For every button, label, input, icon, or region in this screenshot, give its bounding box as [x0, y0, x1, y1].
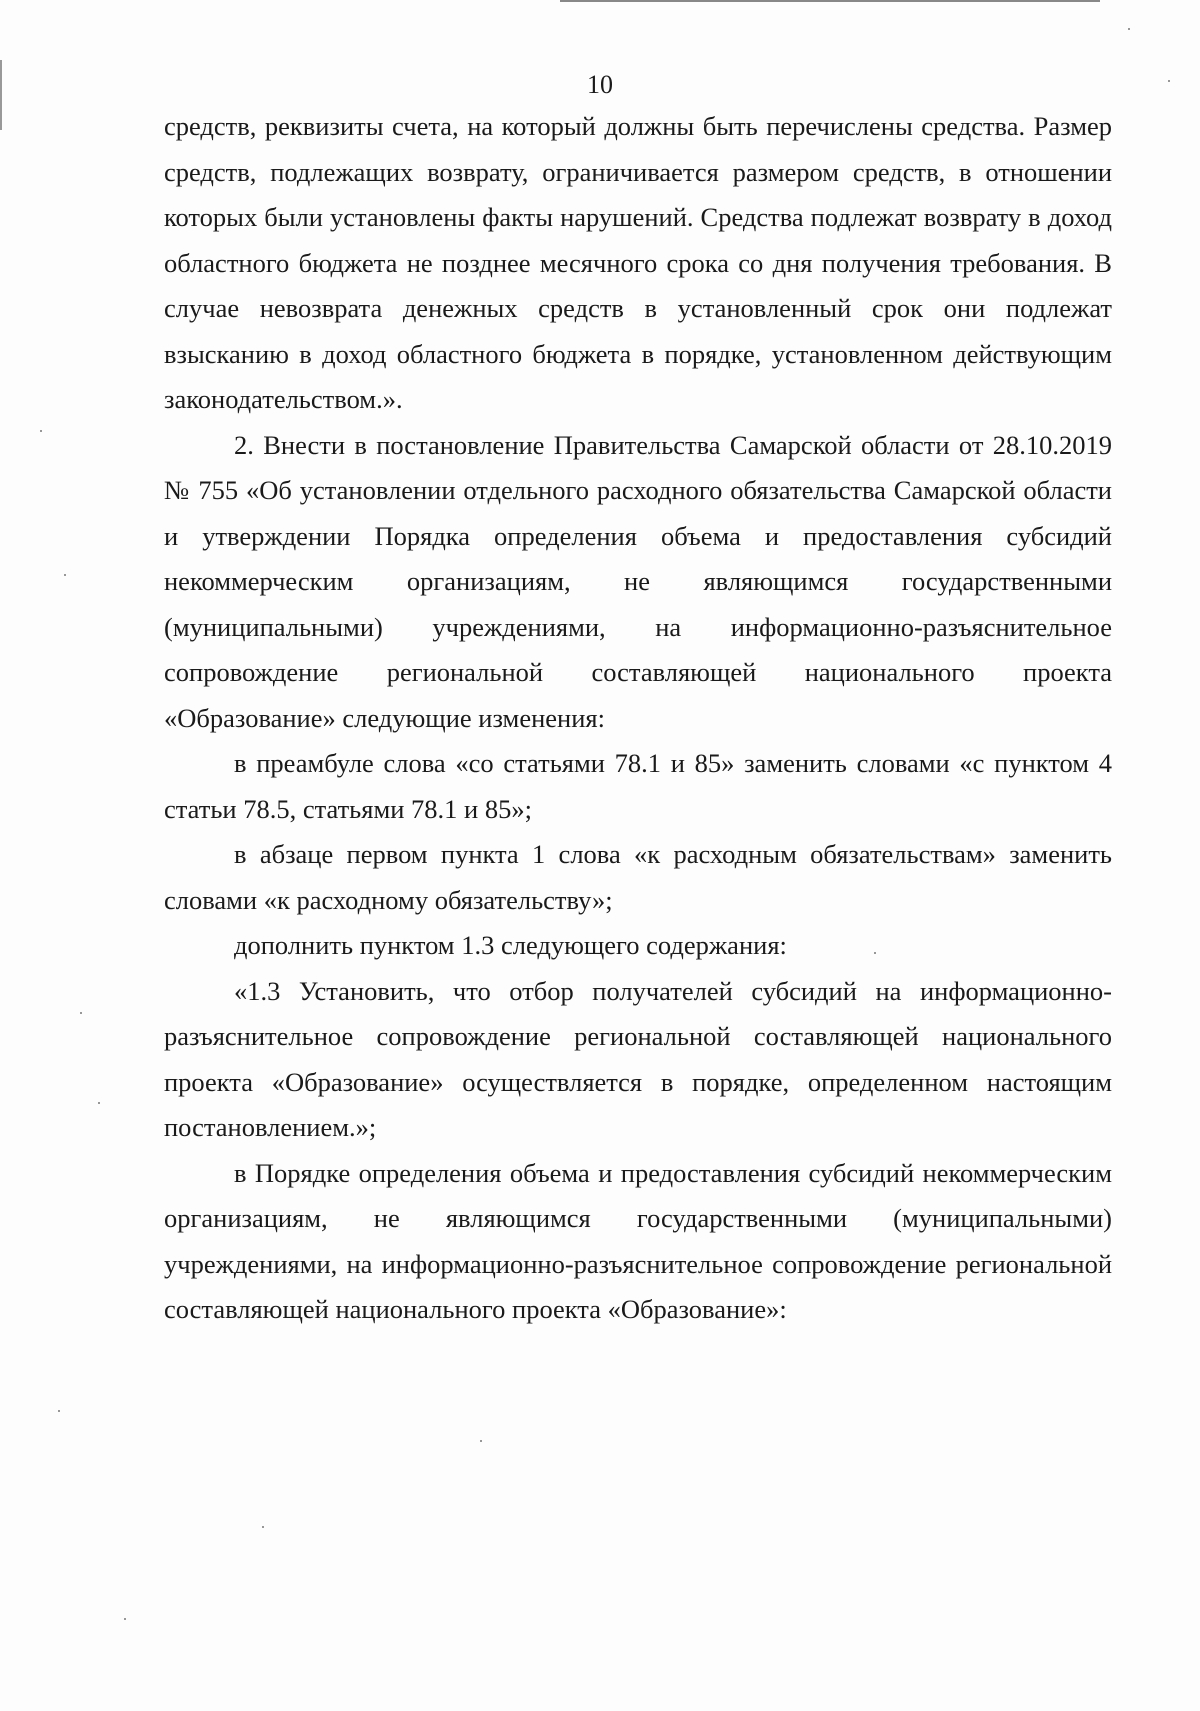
scan-speck	[1128, 28, 1130, 30]
scan-speck	[98, 1102, 100, 1104]
paragraph-clause-1-change: в абзаце первом пункта 1 слова «к расходным обязательствам» заменить словами «к расходному обязательству»;	[164, 839, 1112, 915]
scan-speck	[124, 1618, 126, 1620]
top-border-line	[560, 0, 1100, 2]
paragraph-clause-1-3: «1.3 Установить, что отбор получателей субсидий на информационно-разъяснительное сопровождение региональной составляющей национального проекта «Образование» осуществляется в порядке, определенном настоящим постановлением.»;	[164, 975, 1112, 1142]
scan-speck	[64, 574, 66, 576]
scan-speck	[874, 952, 876, 954]
paragraph-add-clause-1-3: дополнить пунктом 1.3 следующего содержания:	[234, 930, 787, 960]
paragraph-continuation: средств, реквизиты счета, на который должны быть перечислены средства. Размер средств, подлежащих возврату, ограничивается размером средств, в отношении которых были установлены факты нарушений. Средства подлежат возврату в доход областного бюджета не позднее месячного срока со дня получения требования. В случае невозврата денежных средств в установленный срок они подлежат взысканию в доход областного бюджета в порядке, установленном действующим законодательством.».	[164, 111, 1112, 414]
paragraph-preamble-change: в преамбуле слова «со статьями 78.1 и 85» заменить словами «с пунктом 4 статьи 78.5, статьями 78.1 и 85»;	[164, 748, 1112, 824]
paragraph-procedure: в Порядке определения объема и предоставления субсидий некоммерческим организациям, не являющимся государственными (муниципальными) учреждениями, на информационно-разъяснительное сопровождение региональной составляющей национального проекта «Образование»:	[164, 1157, 1112, 1324]
scan-speck	[58, 1410, 60, 1412]
paragraph-item-2: 2. Внести в постановление Правительства Самарской области от 28.10.2019 № 755 «Об установлении отдельного расходного обязательства Самарской области и утверждении Порядка определения объема и предоставления субсидий некоммерческим организациям, не являющимся государственными (муниципальными) учреждениями, на информационно-разъяснительное сопровождение региональной составляющей национального проекта «Образование» следующие изменения:	[164, 429, 1112, 733]
scan-speck	[40, 430, 42, 432]
page-number: 10	[587, 70, 613, 99]
scan-speck	[1168, 80, 1170, 82]
scan-speck	[480, 1440, 482, 1442]
document-body	[164, 104, 1112, 1333]
scan-speck	[80, 1012, 82, 1014]
scan-speck	[262, 1526, 264, 1528]
